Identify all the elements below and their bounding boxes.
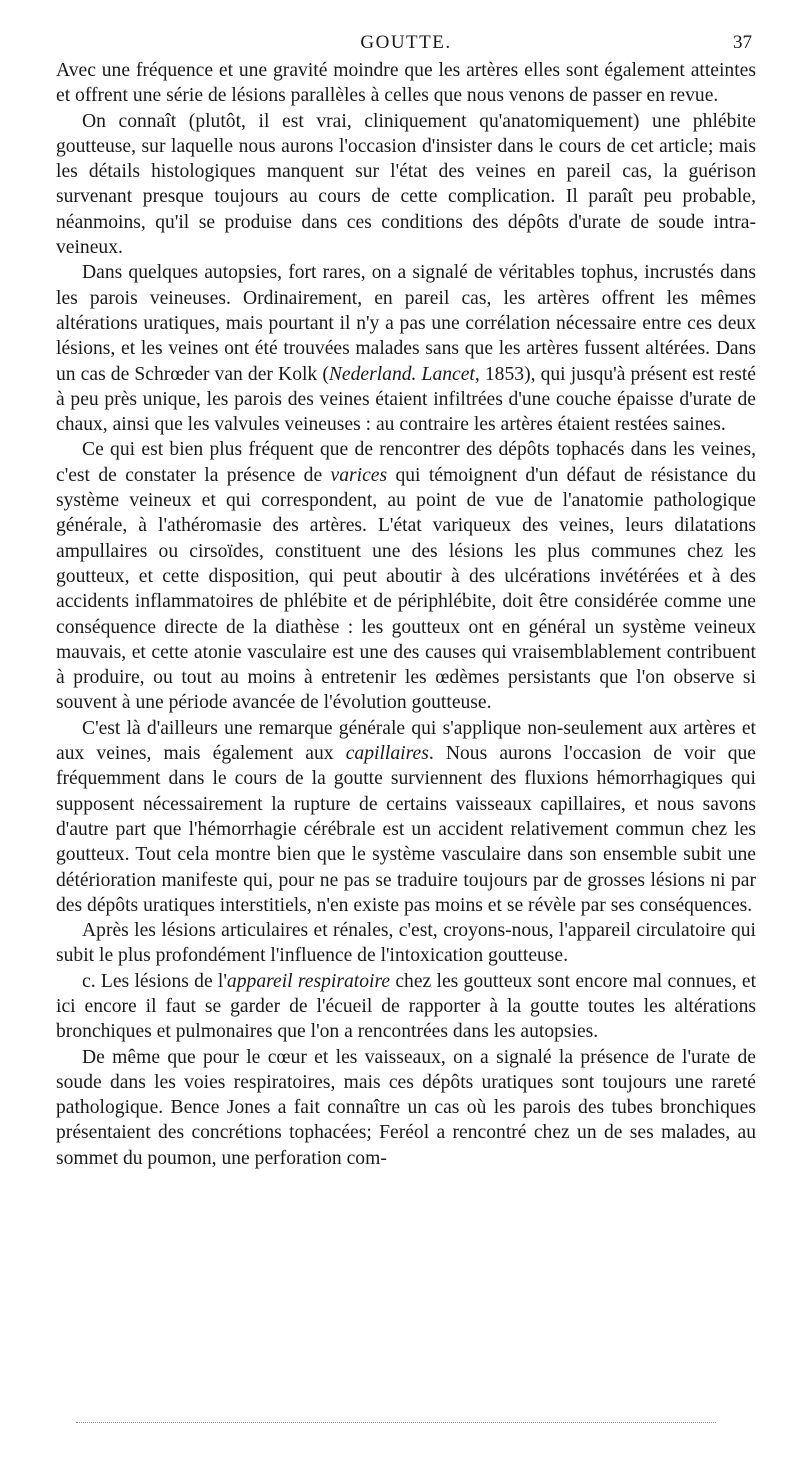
paragraph: c. Les lésions de l'appareil respiratoire chez les goutteux sont encore mal connues, et ici encore il faut se garder de l'écueil de rapporter à la goutte toutes les altérations bronchiques et pulmonaires que l'on a rencontrées dans les autopsies.	[56, 970, 757, 1043]
page-number: 37	[733, 32, 752, 53]
paragraph: Dans quelques autopsies, fort rares, on a signalé de véritables tophus, incrustés dans les parois veineuses. Ordinairement, en pareil cas, les artères offrent les mêmes altérations uratiques, mais pourtant il n'y a pas une corrélation nécessaire entre ces deux lésions, et les veines ont été trouvées malades sans que les artères fussent altérées. Dans un cas de Schrœder van der Kolk (Nederland. Lancet, 1853), qui jusqu'à présent est resté à peu près unique, les parois des veines étaient infiltrées d'une couche épaisse d'urate de chaux, ainsi que les valvules veineuses : au contraire les artères étaient restées saines.	[56, 262, 756, 436]
document-page	[56, 30, 756, 1171]
paragraph: Après les lésions articulaires et rénales, c'est, croyons-nous, l'appareil circulatoire qui subit le plus profondément l'influence de l'intoxication goutteuse.	[56, 920, 756, 967]
body-text	[56, 58, 756, 1171]
emphasis: capillaires	[345, 743, 429, 765]
journal-citation: Nederland. Lancet	[328, 363, 475, 385]
page-header	[56, 30, 756, 58]
paragraph: Avec une fréquence et une gravité moindre que les artères elles sont également atteintes et offrent une série de lésions parallèles à celles que nous venons de passer en revue.	[56, 60, 756, 107]
paragraph: Ce qui est bien plus fréquent que de rencontrer des dépôts tophacés dans les veines, c'est de constater la présence de varices qui témoignent d'un défaut de résistance du système veineux et qui correspondent, au point de vue de l'anatomie pathologique générale, à l'athéromasie des artères. L'état variqueux des veines, leurs dilatations ampullaires ou cirsoïdes, constituent une des lésions les plus communes chez les goutteux, et cette disposition, qui peut aboutir à des ulcérations invétérées et à des accidents inflammatoires de phlébite et de périphlébite, doit être considérée comme une conséquence directe de la diathèse : les goutteux ont en général un système veineux mauvais, et cette atonie vasculaire est une des causes qui vraisemblablement contribuent à produire, ou tout au moins à entretenir les œdèmes persistants que l'on observe si souvent à une période avancée de l'évolution goutteuse.	[56, 439, 756, 714]
footer-rule	[76, 1422, 716, 1423]
paragraph: On connaît (plutôt, il est vrai, cliniquement qu'anatomiquement) une phlébite goutteuse, sur laquelle nous aurons l'occasion d'insister dans le cours de cet article; mais les détails histologiques manquent sur l'état des veines en pareil cas, la guérison survenant presque toujours au cours de cette complication. Il paraît peu probable, néanmoins, qu'il se produise dans ces conditions des dépôts d'urate de soude intra-veineux.	[56, 110, 756, 259]
running-title: GOUTTE.	[360, 32, 452, 53]
emphasis: varices	[330, 464, 388, 486]
emphasis: appareil respiratoire	[226, 970, 391, 992]
paragraph: De même que pour le cœur et les vaisseaux, on a signalé la présence de l'urate de soude dans les voies respiratoires, mais ces dépôts uratiques sont toujours une rareté pathologique. Bence Jones a fait connaître un cas où les parois des tubes bronchiques présentaient des concrétions tophacées; Feréol a rencontré chez un de ses malades, au sommet du poumon, une perforation com-	[56, 1046, 756, 1169]
paragraph: C'est là d'ailleurs une remarque générale qui s'applique non-seulement aux artères et aux veines, mais également aux capillaires. Nous aurons l'occasion de voir que fréquemment dans le cours de la goutte surviennent des fluxions hémorrhagiques qui supposent nécessairement la rupture de certains vaisseaux capillaires, et nous savons d'autre part que l'hémorrhagie cérébrale est un accident relativement commun chez les goutteux. Tout cela montre bien que le système vasculaire dans son ensemble subit une détérioration manifeste qui, pour ne pas se traduire toujours par de grosses lésions ni par des dépôts uratiques interstitiels, n'en existe pas moins et se révèle par ses conséquences.	[56, 717, 757, 916]
